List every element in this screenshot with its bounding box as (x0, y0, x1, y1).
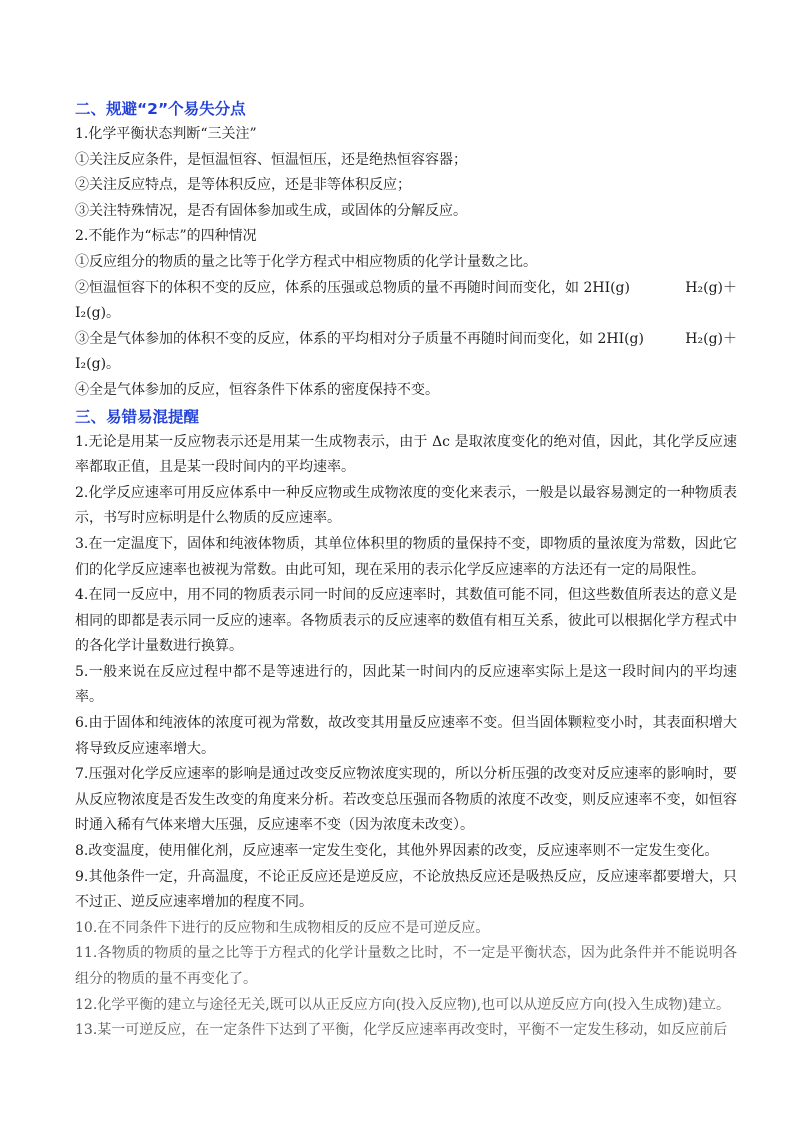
reminder-2: 2.化学反应速率可用反应体系中一种反应物或生成物浓度的变化来表示，一般是以最容易测定的一种物质表示，书写时应标明是什么物质的反应速率。 (75, 484, 737, 527)
item2-point-3-product: H₂(g)＋ (685, 330, 737, 347)
reminder-8: 8.改变温度，使用催化剂，反应速率一定发生变化，其他外界因素的改变，反应速率则不一定发生变化。 (75, 843, 719, 860)
item2-title: 2.不能作为“标志”的四种情况 (75, 228, 257, 245)
reminder-3: 3.在一定温度下，固体和纯液体物质，其单位体积里的物质的量保持不变，即物质的量浓度为常数，因此它们的化学反应速率也被视为常数。由此可知，现在采用的表示化学反应速率的方法还有一定的局限性。 (75, 535, 737, 578)
item2-point-3-tail: I₂(g)。 (75, 356, 121, 373)
item2-point-4: ④全是气体参加的反应，恒容条件下体系的密度保持不变。 (75, 381, 439, 398)
item2-point-2-tail: I₂(g)。 (75, 305, 121, 322)
reminder-7: 7.压强对化学反应速率的影响是通过改变反应物浓度实现的，所以分析压强的改变对反应速率的影响时，要从反应物浓度是否发生改变的角度来分析。若改变总压强而各物质的浓度不改变，则反应速率不变，如恒容时通入稀有气体来增大压强，反应速率不变（因为浓度未改变）。 (75, 766, 737, 834)
item2-point-2-text: ②恒温恒容下的体积不变的反应，体系的压强或总物质的量不再随时间而变化，如 2HI(g) (75, 279, 630, 296)
reminder-5: 5.一般来说在反应过程中都不是等速进行的，因此某一时间内的反应速率实际上是这一段时间内的平均速率。 (75, 663, 737, 706)
item1-title: 1.化学平衡状态判断“三关注” (75, 126, 257, 142)
item1-point-2: ②关注反应特点，是等体积反应，还是非等体积反应； (75, 177, 411, 194)
reminder-12: 12.化学平衡的建立与途径无关,既可以从正反应方向(投入反应物),也可以从逆反应方向(投入生成物)建立。 (75, 996, 731, 1013)
reminder-6: 6.由于固体和纯液体的浓度可视为常数，故改变其用量反应速率不变。但当固体颗粒变小时，其表面积增大将导致反应速率增大。 (75, 715, 737, 757)
reminder-13: 13.某一可逆反应，在一定条件下达到了平衡，化学反应速率再改变时，平衡不一定发生移动，如反应前后 (75, 1022, 728, 1039)
reminder-10: 10.在不同条件下进行的反应物和生成物相反的反应不是可逆反应。 (75, 919, 490, 936)
reminder-11: 11.各物质的物质的量之比等于方程式的化学计量数之比时，不一定是平衡状态，因为此条件并不能说明各组分的物质的量不再变化了。 (75, 945, 737, 987)
document-page (75, 96, 737, 1044)
item2-point-2-product: H₂(g)＋ (685, 279, 737, 296)
reminder-4: 4.在同一反应中，用不同的物质表示同一时间的反应速率时，其数值可能不同，但这些数值所表达的意义是相同的即都是表示同一反应的速率。各物质表示的反应速率的数值有相互关系，彼此可以根据化学方程式中的各化学计量数进行换算。 (75, 587, 737, 655)
item2-point-3-text: ③全是气体参加的体积不变的反应，体系的平均相对分子质量不再随时间而变化，如 2HI(g) (75, 330, 644, 347)
item2-point-2 (75, 276, 737, 302)
section-heading-reminders: 三、易错易混提醒 (75, 407, 200, 426)
item2-point-3 (75, 327, 737, 353)
section-heading-avoid-errors: 二、规避“2”个易失分点 (75, 100, 246, 118)
reminder-9: 9.其他条件一定，升高温度，不论正反应还是逆反应，不论放热反应还是吸热反应，反应速率都要增大，只不过正、逆反应速率增加的程度不同。 (75, 868, 737, 911)
reminder-1: 1.无论是用某一反应物表示还是用某一生成物表示，由于 Δc 是取浓度变化的绝对值，因此，其化学反应速率都取正值，且是某一段时间内的平均速率。 (75, 433, 737, 476)
item2-point-1: ①反应组分的物质的量之比等于化学方程式中相应物质的化学计量数之比。 (75, 253, 537, 270)
item1-point-1: ①关注反应条件，是恒温恒容、恒温恒压，还是绝热恒容容器； (75, 151, 467, 168)
item1-point-3: ③关注特殊情况，是否有固体参加或生成，或固体的分解反应。 (75, 202, 467, 219)
